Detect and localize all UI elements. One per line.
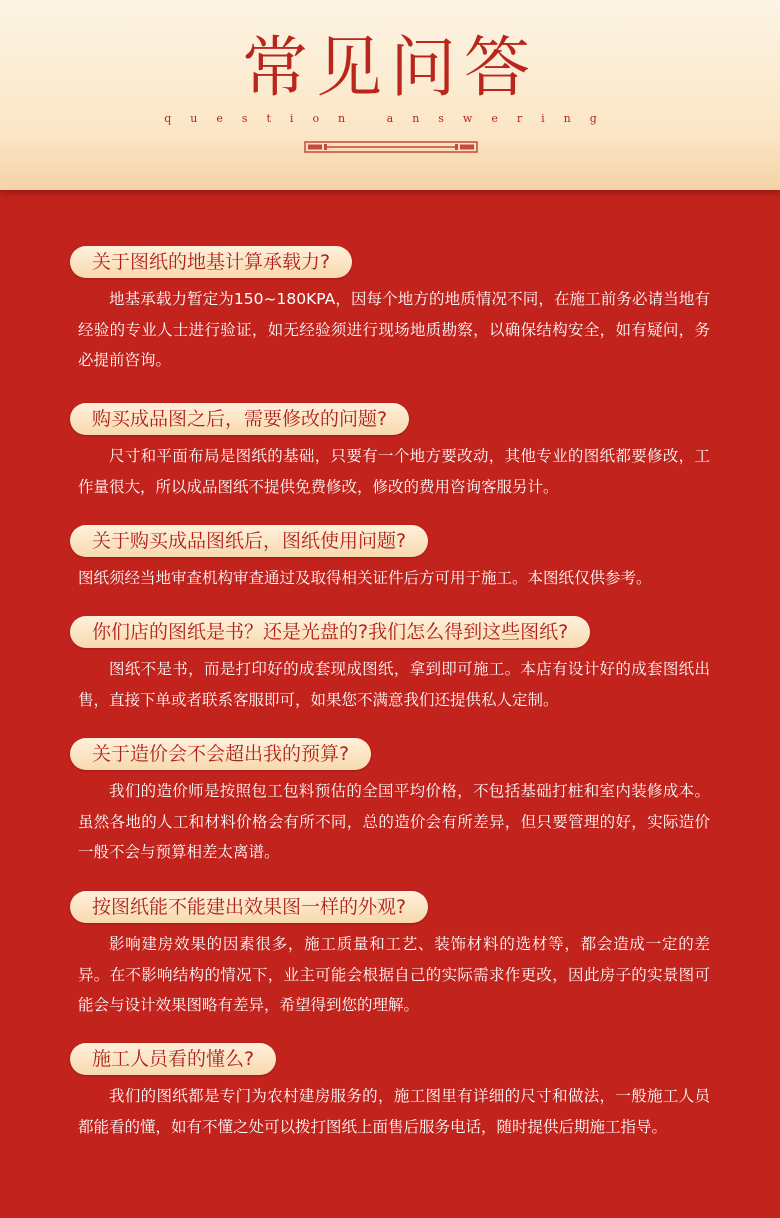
faq-answer: 图纸须经当地审查机构审查通过及取得相关证件后方可用于施工。本图纸仅供参考。: [78, 569, 652, 587]
faq-answer: 图纸不是书，而是打印好的成套现成图纸，拿到即可施工。本店有设计好的成套图纸出售，直接下单或者联系客服即可，如果您不满意我们还提供私人定制。: [78, 660, 710, 709]
faq-question: 你们店的图纸是书？还是光盘的?我们怎么得到这些图纸?: [70, 616, 590, 648]
faq-item: [70, 525, 710, 594]
page-subtitle: question answering: [164, 112, 616, 125]
faq-answer: 尺寸和平面布局是图纸的基础，只要有一个地方要改动，其他专业的图纸都要修改，工作量很大，所以成品图纸不提供免费修改，修改的费用咨询客服另计。: [78, 447, 710, 496]
faq-question: 关于造价会不会超出我的预算?: [70, 738, 371, 770]
faq-item: [70, 403, 710, 502]
faq-item: [70, 616, 710, 715]
faq-answer: 影响建房效果的因素很多，施工质量和工艺、装饰材料的选材等，都会造成一定的差异。在不影响结构的情况下，业主可能会根据自己的实际需求作更改，因此房子的实景图可能会与设计效果图略有差异，希望得到您的理解。: [78, 935, 710, 1014]
faq-question: 关于购买成品图纸后，图纸使用问题?: [70, 525, 428, 557]
faq-question: 关于图纸的地基计算承载力?: [70, 246, 352, 278]
faq-item: [70, 246, 710, 376]
faq-question: 施工人员看的懂么?: [70, 1043, 276, 1075]
faq-question: 购买成品图之后，需要修改的问题?: [70, 403, 409, 435]
faq-item: [70, 1043, 710, 1142]
faq-answer: 我们的造价师是按照包工包料预估的全国平均价格，不包括基础打桩和室内装修成本。虽然各地的人工和材料价格会有所不同，总的造价会有所差异，但只要管理的好，实际造价一般不会与预算相差太离谱。: [78, 782, 710, 861]
page-title: 常见问答: [242, 29, 538, 106]
faq-item: [70, 738, 710, 868]
faq-item: [70, 891, 710, 1021]
faq-answer: 地基承载力暂定为150~180KPA，因每个地方的地质情况不同，在施工前务必请当地有经验的专业人士进行验证，如无经验须进行现场地质勘察，以确保结构安全，如有疑问，务必提前咨询。: [78, 290, 710, 369]
faq-question: 按图纸能不能建出效果图一样的外观?: [70, 891, 428, 923]
faq-answer: 我们的图纸都是专门为农村建房服务的，施工图里有详细的尺寸和做法，一般施工人员都能看的懂，如有不懂之处可以拨打图纸上面售后服务电话，随时提供后期施工指导。: [78, 1087, 710, 1136]
scroll-ornament-icon: [304, 141, 478, 153]
page-header: [0, 0, 780, 190]
